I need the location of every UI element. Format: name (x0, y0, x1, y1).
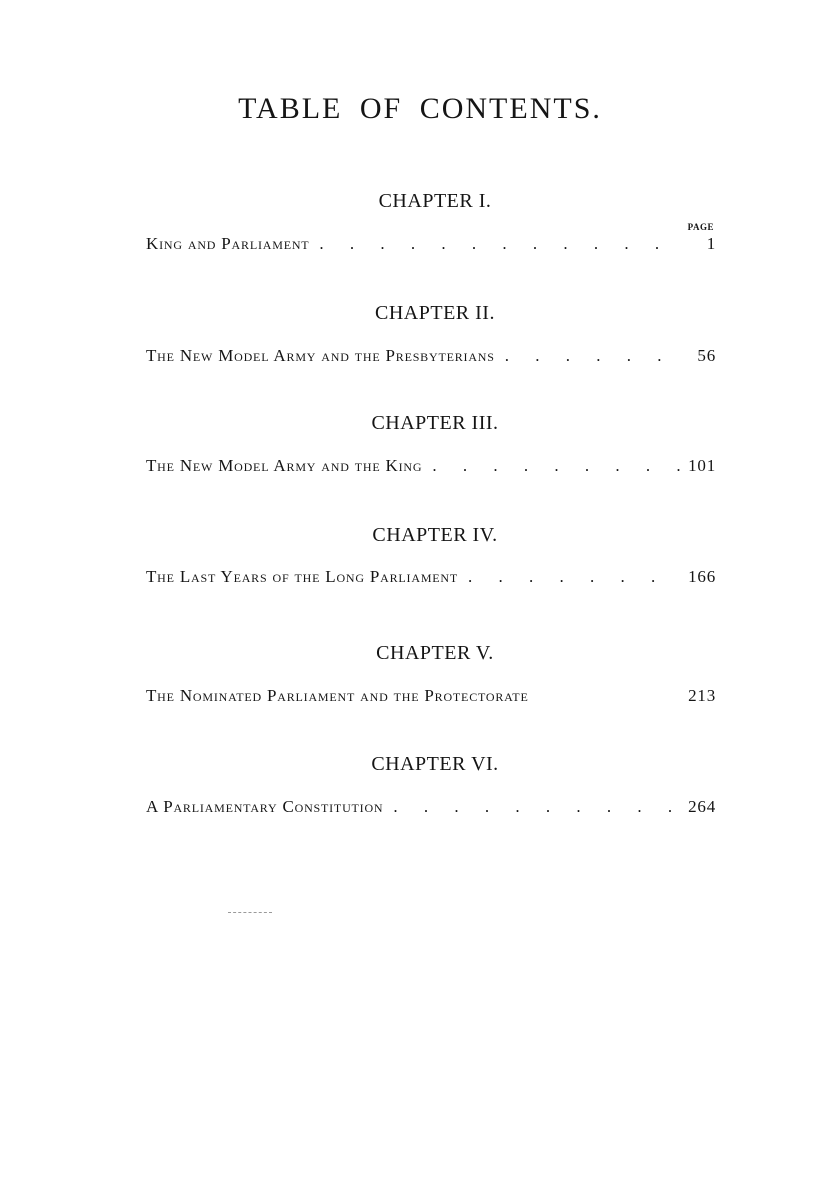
chapter-heading-3: CHAPTER III. (371, 412, 499, 434)
toc-entry-page: 166 (688, 567, 716, 586)
dot-leader (432, 456, 680, 476)
toc-entry-title: The Nominated Parliament and the Protectorate (146, 686, 529, 705)
toc-entry-4 (146, 567, 716, 587)
toc-entry-title: King and Parliament (146, 234, 310, 253)
toc-entry-title: The Last Years of the Long Parliament (146, 567, 459, 586)
toc-entry-page: 101 (688, 456, 716, 475)
scan-artifact (228, 912, 272, 914)
toc-entry-title: The New Model Army and the King (146, 456, 423, 475)
dot-leader (393, 797, 680, 817)
toc-entry-page: 213 (688, 686, 716, 705)
chapter-heading-2: CHAPTER II. (375, 302, 495, 324)
toc-entry-1 (146, 234, 716, 254)
toc-entry-page: 264 (688, 797, 716, 816)
toc-entry-title: A Parliamentary Constitution (146, 797, 384, 816)
toc-entry-2 (146, 346, 716, 366)
dot-leader (505, 346, 680, 366)
chapter-heading-5: CHAPTER V. (376, 642, 494, 664)
toc-entry-6 (146, 797, 716, 817)
toc-entry-3 (146, 456, 716, 476)
toc-entry-page: 1 (706, 234, 716, 253)
page-column-label: PAGE (687, 222, 714, 232)
dot-leader (319, 234, 680, 254)
toc-entry-5 (146, 686, 716, 706)
chapter-heading-6: CHAPTER VI. (371, 753, 499, 775)
page-title: TABLE OF CONTENTS. (238, 92, 602, 125)
toc-entry-title: The New Model Army and the Presbyterians (146, 346, 495, 365)
toc-entry-page: 56 (697, 346, 716, 365)
dot-leader (468, 567, 680, 587)
chapter-heading-4: CHAPTER IV. (372, 524, 498, 546)
chapter-heading-1: CHAPTER I. (378, 190, 492, 212)
